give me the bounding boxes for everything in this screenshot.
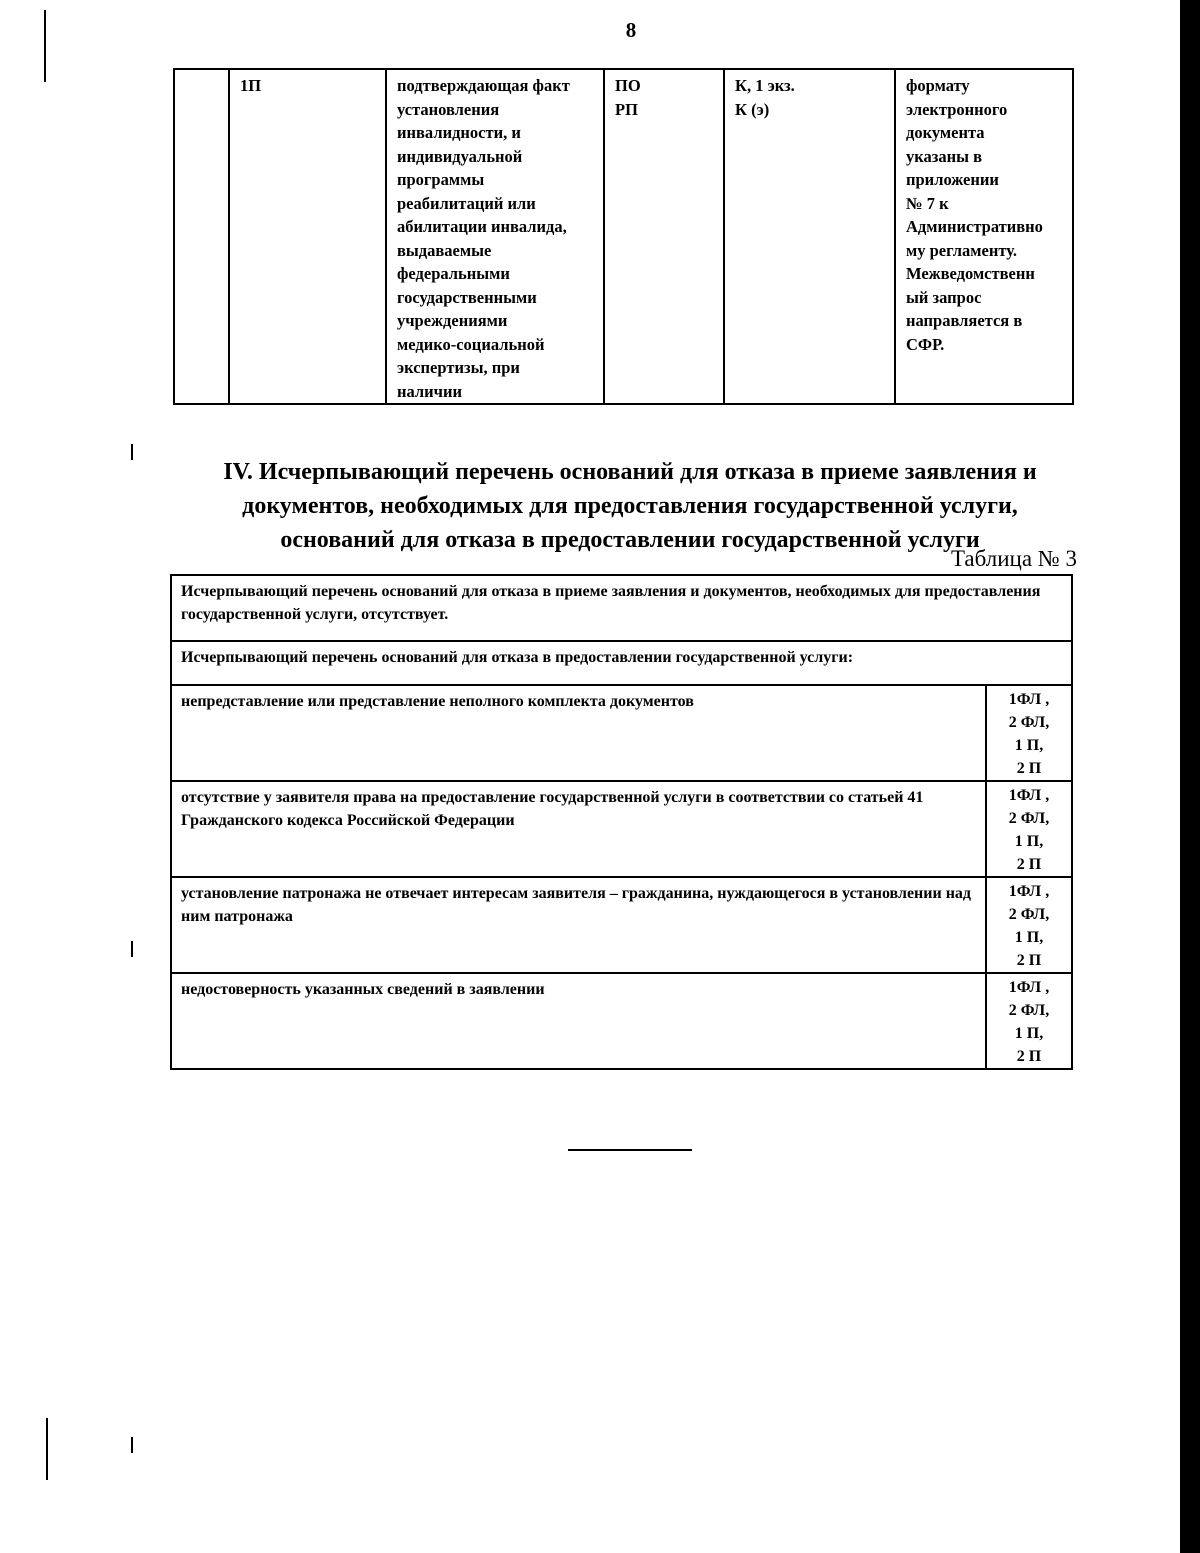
refusal-ground-text: непредставление или представление неполного комплекта документов: [171, 685, 986, 781]
refusal-ground-text: установление патронажа не отвечает интересам заявителя – гражданина, нуждающегося в установлении над ним патронажа: [171, 877, 986, 973]
refusal-service-heading: Исчерпывающий перечень оснований для отказа в предоставлении государственной услуги:: [171, 641, 1072, 685]
refusal-acceptance-note: Исчерпывающий перечень оснований для отказа в приеме заявления и документов, необходимых для предоставления государственной услуги, отсутствует.: [171, 575, 1072, 641]
refusal-ground-applicants: 1ФЛ , 2 ФЛ, 1 П, 2 П: [986, 973, 1072, 1069]
refusal-ground-applicants: 1ФЛ , 2 ФЛ, 1 П, 2 П: [986, 685, 1072, 781]
section-heading: IV. Исчерпывающий перечень оснований для отказа в приеме заявления и документов, необходимых для предоставления государственной услуги, оснований для отказа в предоставлении государственной услуги: [223, 459, 1037, 553]
scan-mark-left-bottom: [46, 1418, 48, 1480]
cell-copies: К, 1 экз. К (э): [724, 69, 895, 404]
cell-empty: [174, 69, 229, 404]
refusal-ground-applicants: 1ФЛ , 2 ФЛ, 1 П, 2 П: [986, 781, 1072, 877]
scan-mark-left-3: [131, 1437, 133, 1453]
end-rule-divider: [568, 1149, 692, 1151]
table-label: Таблица № 3: [950, 546, 1077, 571]
refusal-ground-applicants: 1ФЛ , 2 ФЛ, 1 П, 2 П: [986, 877, 1072, 973]
refusal-grounds-table: [170, 574, 1073, 1070]
cell-notes: формату электронного документа указаны в приложении № 7 к Административно му регламенту. Межведомственн ый запрос направляется в СФР.: [895, 69, 1073, 404]
documents-table-continuation: [173, 68, 1074, 405]
cell-document-type: ПО РП: [604, 69, 724, 404]
scan-mark-left-2: [131, 941, 133, 957]
table-row: [171, 575, 1072, 641]
scan-edge-bar: [1180, 0, 1200, 1553]
table-row: [171, 781, 1072, 877]
cell-document-description: подтверждающая факт установления инвалидности, и индивидуальной программы реабилитаций или абилитации инвалида, выдаваемые федеральными государственными учреждениями медико-социальной экспертизы, при наличии: [386, 69, 604, 404]
page-number: 8: [625, 18, 637, 42]
cell-applicant-category: 1П: [229, 69, 386, 404]
table-row: [171, 973, 1072, 1069]
refusal-ground-text: отсутствие у заявителя права на предоставление государственной услуги в соответствии со статьей 41 Гражданского кодекса Российской Федерации: [171, 781, 986, 877]
table-row: [171, 641, 1072, 685]
refusal-ground-text: недостоверность указанных сведений в заявлении: [171, 973, 986, 1069]
table-row: [171, 685, 1072, 781]
table-row: [171, 877, 1072, 973]
table-row: [174, 69, 1073, 404]
